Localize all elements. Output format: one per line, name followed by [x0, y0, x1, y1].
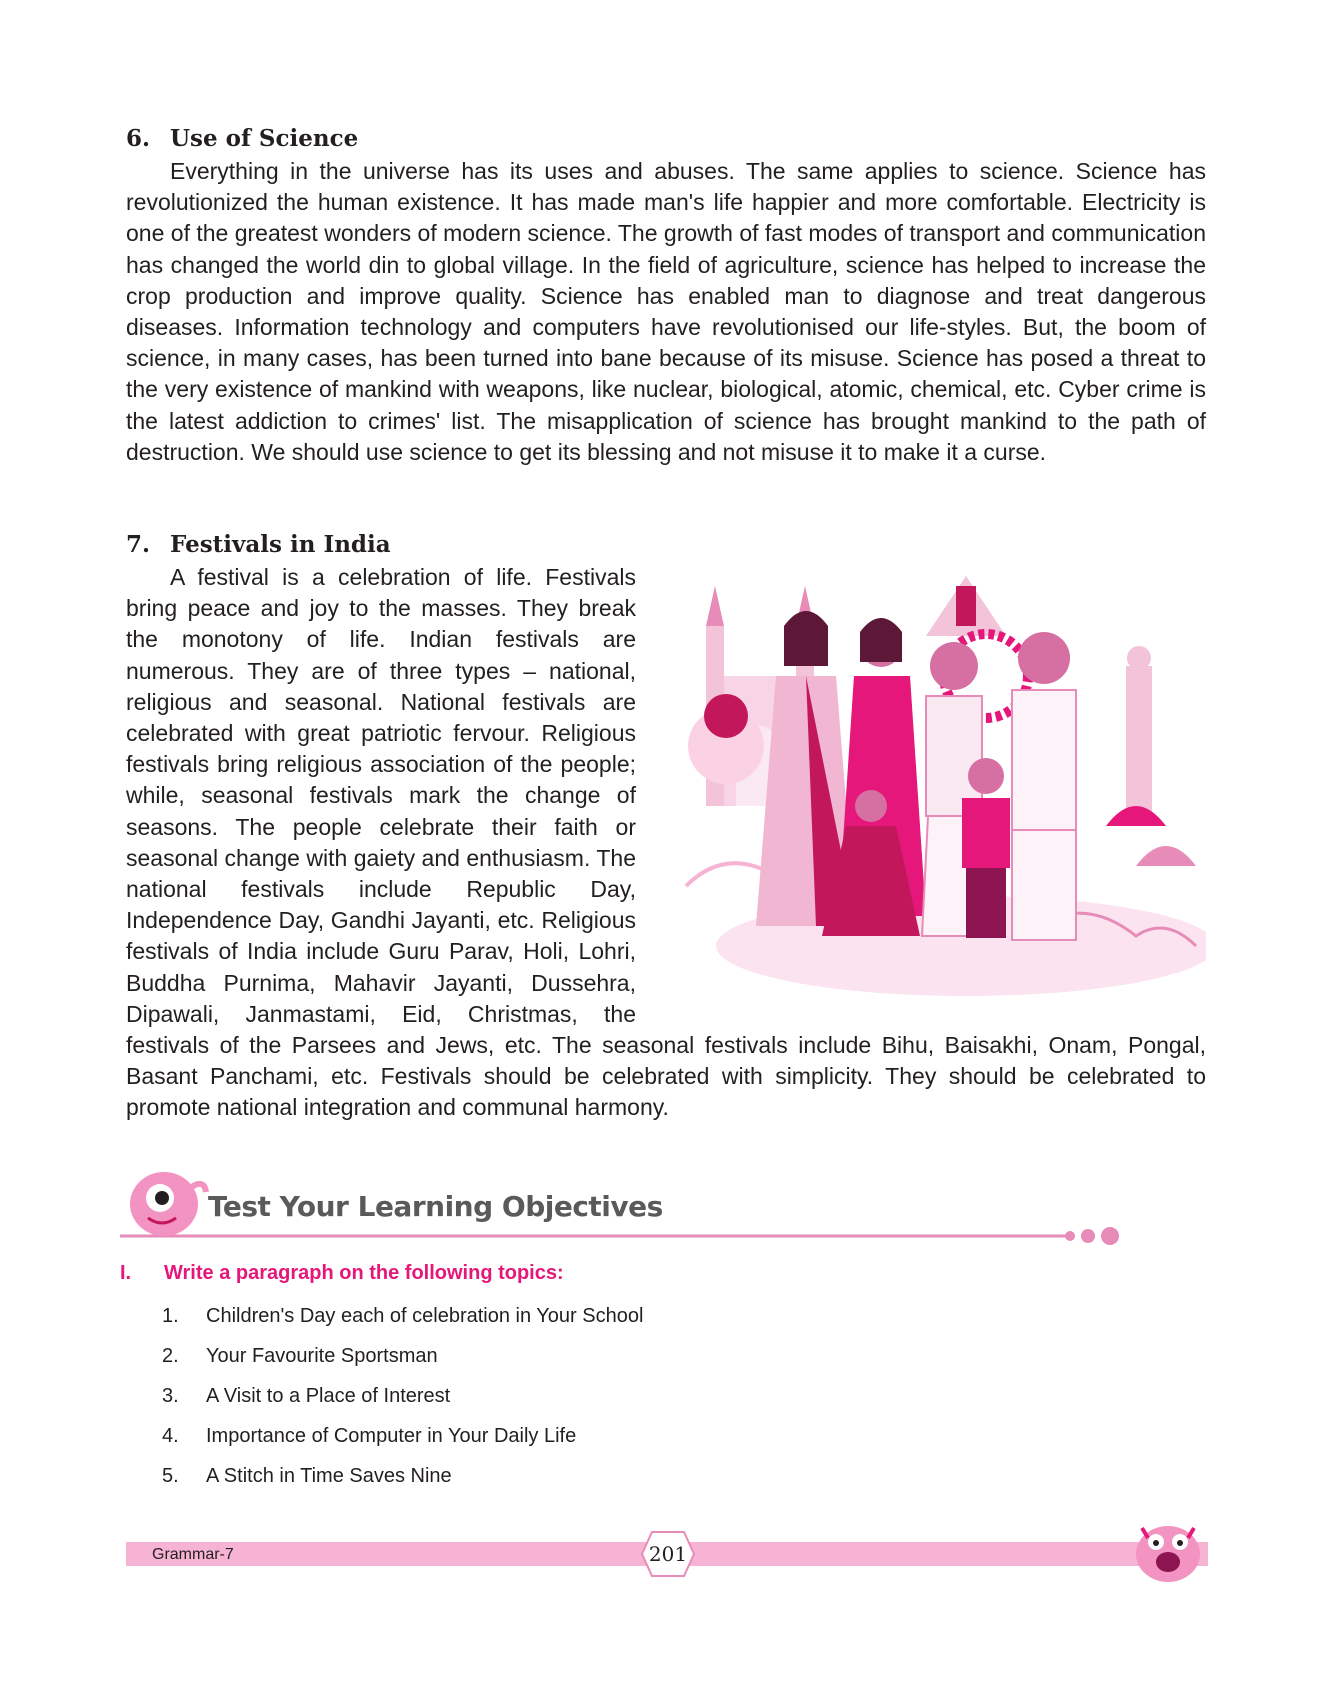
section-title-text: Use of Science: [170, 125, 359, 152]
list-item: [120, 1416, 1200, 1456]
page-footer: [126, 1528, 1208, 1578]
exercise-heading-text: Write a paragraph on the following topics:: [164, 1261, 564, 1284]
list-item-text: Importance of Computer in Your Daily Life: [206, 1424, 577, 1447]
list-item-number: 1.: [162, 1304, 179, 1327]
list-item-number: 5.: [162, 1464, 179, 1487]
list-item-text: A Stitch in Time Saves Nine: [206, 1464, 452, 1487]
exercise-heading: [120, 1258, 1200, 1288]
footer-book-title: Grammar-7: [152, 1546, 234, 1563]
list-item: [120, 1376, 1200, 1416]
list-item-text: Your Favourite Sportsman: [206, 1344, 438, 1367]
section-number: 6.: [126, 125, 151, 152]
section-title-text: Festivals in India: [170, 531, 391, 558]
list-item: [120, 1336, 1200, 1376]
festival-family-illustration: [666, 566, 1206, 1006]
section-paragraph: A festival is a celebration of life. Festivals bring peace and joy to the masses. They break the monotony of life. Indian festivals are numerous. They are of three types – national, religious and seasonal. National festivals are celebrated with great patriotic fervour. Religious festivals bring religious association of the people; while, seasonal festivals mark the change of seasons. The people celebrate their faith or seasonal change with gaiety and enthusiasm. The national festivals include Republic Day, Independence Day, Gandhi Jayanti, etc. Religious festivals of India include Guru Parav, Holi, Lohri, Buddha Purnima, Mahavir Jayanti, Dussehra, Dipawali, Janmastami, Eid, Christmas, the festivals of the Parsees and Jews, etc. The seasonal festivals include Bihu, Baisakhi, Onam, Pongal, Basant Panchami, etc. Festivals should be celebrated with simplicity. They should be celebrated to promote national integration and communal harmony.: [126, 564, 1206, 1121]
topic-list: [120, 1296, 1200, 1496]
list-item-number: 2.: [162, 1344, 179, 1367]
list-item: [120, 1296, 1200, 1336]
section-title: [126, 528, 1206, 562]
page-number-text: 201: [648, 1542, 688, 1566]
list-item-text: Children's Day each of celebration in Your School: [206, 1304, 644, 1327]
page-number: [638, 1528, 698, 1580]
section-paragraph: Everything in the universe has its uses and abuses. The same applies to science. Science has revolutionized the human existence. It has made man's life happier and more comfortable. Electricity is one of the greatest wonders of modern science. The growth of fast modes of transport and communication has changed the world din to global village. In the field of agriculture, science has helped to increase the crop production and improve quality. Science has enabled man to diagnose and treat dangerous diseases. Information technology and computers have revolutionised our life-styles. But, the boom of science, in many cases, has been turned into bane because of its misuse. Science has posed a threat to the very existence of mankind with weapons, like nuclear, biological, atomic, chemical, etc. Cyber crime is the latest addiction to crimes' list. The misapplication of science has brought mankind to the path of destruction. We should use science to get its blessing and not misuse it to make it a curse.: [126, 158, 1206, 465]
exercise-section: [120, 1258, 1200, 1496]
section-festivals-in-india: [126, 528, 1206, 1124]
list-item: [120, 1456, 1200, 1496]
section-number: 7.: [126, 531, 151, 558]
exercise-roman-numeral: I.: [120, 1261, 132, 1284]
list-item-text: A Visit to a Place of Interest: [206, 1384, 451, 1407]
list-item-number: 4.: [162, 1424, 179, 1447]
test-your-learning-banner: [120, 1168, 1200, 1248]
section-use-of-science: [126, 122, 1206, 468]
banner-title: Test Your Learning Objectives: [208, 1190, 663, 1223]
list-item-number: 3.: [162, 1384, 179, 1407]
monster-mascot-icon: [1128, 1514, 1208, 1586]
section-title: [126, 122, 1206, 156]
